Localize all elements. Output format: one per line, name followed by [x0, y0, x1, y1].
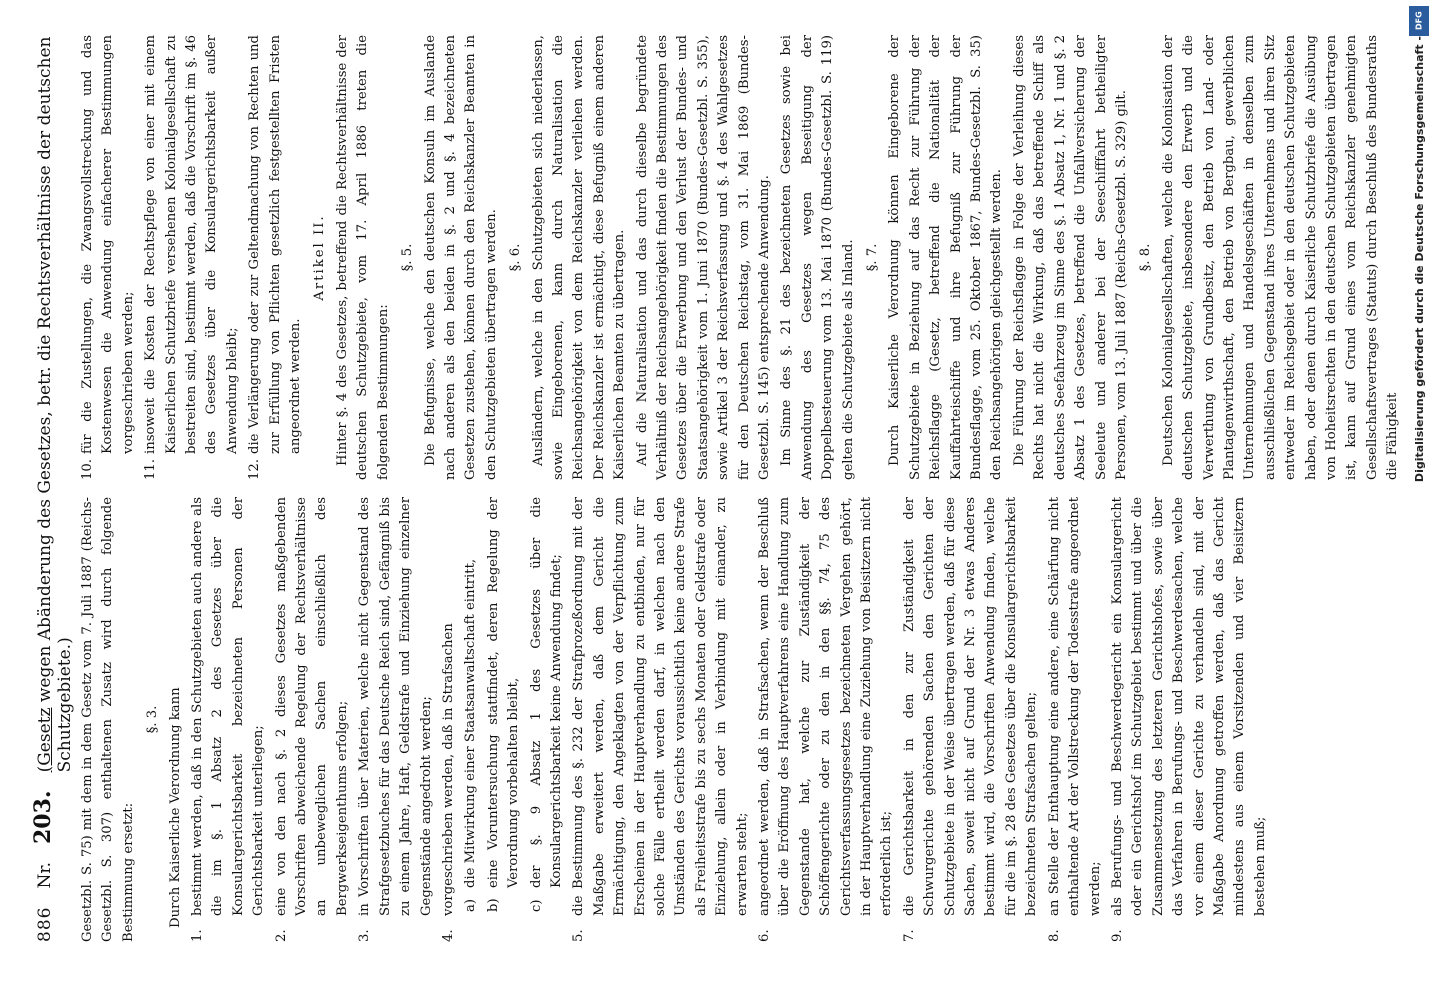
- list-item: [439, 497, 459, 942]
- section-text: Durch Kaiserliche Verordnung können Eingeborene der Schutzgebiete in Beziehung auf das Recht zur Führung der Reichsflagge (Gesetz, betreffend die Nationalität der Kauffahrteischiffe und ihre Befugniß zur Führung der Bundesflagge, vom 25. Oktober 1867, Bundes-Gesetzbl. S. 35) den Reichsangehörigen gleichgestellt werden.: [887, 35, 1005, 480]
- item-text: der §. 9 Absatz 1 des Gesetzes über die Konsulargerichtsbarkeit keine Anwendung findet;: [528, 497, 564, 888]
- item-list: [569, 497, 1271, 942]
- list-item: [461, 497, 481, 912]
- item-number: 1.: [190, 929, 206, 942]
- title-rest: wegen Abänderung des Gesetzes, betr. die Rechtsverhältnisse der deutschen Schutzgebiete.): [35, 36, 75, 773]
- list-item: [188, 497, 270, 942]
- nr-label: Nr.: [35, 862, 55, 889]
- item-number: 8.: [1046, 929, 1062, 942]
- section-text: Im Sinne des §. 21 des bezeichneten Gesetzes sowie bei Anwendung des Gesetzes wegen Beseitigung der Doppelbesteuerung vom 13. Mai 1870 (Bundes-Gesetzbl. S. 119) gelten die Schutzgebiete als Inland.: [779, 35, 856, 480]
- item-text: bestimmt werden, daß in den Schutzgebieten auch andere als die im §. 1 Absatz 2 des Gesetzes über die Konsulargerichtsbarkeit bezeichneten Personen der Gerichtsbarkeit unterliegen;: [190, 497, 267, 916]
- list-item: [245, 35, 306, 480]
- law-title: [35, 22, 75, 772]
- item-text: als Berufungs- und Beschwerdegericht ein Konsulargericht oder ein Gerichtshof im Schutzgebiet bestimmt und über die Zusammensetzung des letzteren Gerichtshofes, sowie über das Verfahren in Berufungs- und Beschwerdesachen, welche vor einem dieser Gerichte zu verhandeln sind, mit der Maßgabe Anordnung getroffen werden, daß das Gericht mindestens aus einem Vorsitzenden und vier Beisitzern bestehen muß;: [1109, 497, 1268, 916]
- section-text: Die Befugnisse, welche den deutschen Konsuln im Auslande nach anderen als den beiden in §. 2 und §. 4 bezeichneten Gesetzen zustehen, können durch den Reichskanzler Beamten in den Schutzgebieten übertragen werden.: [422, 35, 499, 480]
- section-text: Ausländern, welche in den Schutzgebieten sich niederlassen, sowie Eingeborenen, kann durch Naturalisation die Reichsangehörigkeit von dem Reichskanzler verliehen werden. Der Reichskanzler ist ermächtigt, diese Befugniß einem anderen Kaiserlichen Beamten zu übertragen.: [530, 35, 628, 480]
- right-column: [78, 35, 1401, 480]
- item-text: an Stelle der Enthauptung eine andere, eine Schärfung nicht enthaltende Art der Vollstreckung der Todesstrafe angeordnet werden;: [1046, 497, 1103, 916]
- item-number: 7.: [901, 929, 917, 942]
- dfg-logo: DFG: [1409, 6, 1429, 36]
- item-number: 5.: [571, 929, 587, 942]
- item-number: a): [463, 898, 479, 912]
- section-text: Die Führung der Reichsflagge in Folge der Verleihung dieses Rechts hat nicht die Wirkung, daß das betreffende Schiff als deutsches Seefahrzeug im Sinne des §. 1 Absatz 1, Nr. 1 und §. 2 Absatz 1 des Gesetzes, betreffend die Unfallversicherung der Seeleute und anderer bei der Seeschifffahrt betheiligter Personen, vom 13. Juli 1887 (Reichs-Gesetzbl. S. 329) gilt.: [1011, 35, 1129, 480]
- item-list: [188, 497, 459, 942]
- item-number: c): [528, 899, 544, 912]
- item-number: 4.: [440, 929, 456, 942]
- item-number: 11.: [143, 459, 159, 480]
- item-text: in Vorschriften über Materien, welche nicht Gegenstand des Strafgesetzbuches für das Deutsche Reich sind, Gefängniß bis zu einem Jahre, Haft, Geldstrafe und Einziehung einzelner Gegenstände angedroht werden;: [357, 497, 434, 916]
- section-heading: §. 5.: [400, 243, 416, 272]
- item-text: eine Voruntersuchung stattfindet, deren Regelung der Verordnung vorbehalten bleibt,: [485, 497, 522, 888]
- item-number: 9.: [1109, 929, 1125, 942]
- section-heading: §. 7.: [865, 243, 881, 272]
- title-lead: (Gesetz: [35, 707, 55, 773]
- list-item: [78, 35, 139, 480]
- item-text: vorgeschrieben werden, daß in Strafsachen: [440, 623, 456, 916]
- section-heading: §. 3.: [145, 705, 161, 734]
- intro-paragraph: Gesetzbl. S. 75) mit dem in dem Gesetz vom 7. Juli 1887 (Reichs-Gesetzbl. S. 307) enthaltenen Zusatz wird durch folgende Bestimmung ersetzt:: [80, 497, 136, 942]
- list-item: [755, 497, 898, 942]
- item-list: [78, 35, 306, 480]
- item-text: die Verlängerung oder zur Geltendmachung von Rechten und zur Erfüllung von Pflichten gesetzlich festgestellten Fristen angeordnet werden.: [247, 35, 304, 454]
- left-column: [78, 497, 1358, 942]
- list-item: [569, 497, 753, 942]
- item-text: die Mitwirkung einer Staatsanwaltschaft eintritt,: [463, 558, 479, 888]
- sub-item-list: [461, 497, 567, 942]
- item-text: insoweit die Kosten der Rechtspflege von einer mit einem Kaiserlichen Schutzbriefe versehenen Kolonialgesellschaft zu bestreiten sind, bestimmt werden, daß die Vorschrift im §. 46 des Gesetzes über die Konsulargerichtsbarkeit außer Anwendung bleibt;: [143, 35, 240, 454]
- item-text: die Bestimmung des §. 232 der Strafprozeßordnung mit der Maßgabe erweitert werden, daß dem Gericht die Ermächtigung, den Angeklagten von der Verpflichtung zum Erscheinen in der Hauptverhandlung zu entbinden, nur für solche Fälle ertheilt werden darf, in welchen nach den Umständen des Gerichts voraussichtlich keine andere Strafe als Freiheitsstrafe bis zu sechs Monaten oder Geldstrafe oder Einziehung, allein oder in Verbindung mit einander, zu erwarten steht;: [571, 497, 750, 916]
- list-item: [141, 35, 243, 480]
- section-heading: §. 6.: [508, 243, 524, 272]
- law-number: 203.: [30, 790, 56, 844]
- article-text: Hinter §. 4 des Gesetzes, betreffend die Rechtsverhältnisse der deutschen Schutzgebiete, vom 17. April 1886 treten die folgenden Bestimmungen:: [334, 35, 391, 480]
- item-number: 12.: [247, 459, 263, 480]
- item-text: angeordnet werden, daß in Strafsachen, wenn der Beschluß über die Eröffnung des Hauptverfahrens eine Handlung zum Gegenstande hat, welche zur Zuständigkeit der Schöffengerichte oder zu den in den §§. 74, 75 des Gerichtsverfassungsgesetzes bezeichneten Vergehen gehört, in der Hauptverhandlung eine Zuziehung von Beisitzern nicht erforderlich ist;: [757, 497, 895, 916]
- section-text: Deutschen Kolonialgesellschaften, welche die Kolonisation der deutschen Schutzgebiete, insbesondere den Erwerb und die Verwerthung von Grundbesitz, den Betrieb von Land- oder Plantagenwirthschaft, den Betrieb von Bergbau, gewerblichen Unternehmungen und Handelsgeschäften in denselben zum ausschließlichen Gegenstand ihres Unternehmens und ihren Sitz entweder im Reichsgebiet oder in den deutschen Schutzgebieten haben, oder denen durch Kaiserliche Schutzbriefe die Ausübung von Hoheitsrechten in den deutschen Schutzgebieten übertragen ist, kann auf Grund eines vom Reichskanzler genehmigten Gesellschaftsvertrages (Statuts) durch Beschluß des Bundesraths die Fähigkeit: [1160, 35, 1401, 480]
- item-number: 3.: [357, 929, 373, 942]
- item-text: für die Zustellungen, die Zwangsvollstreckung und das Kostenwesen die Anwendung einfacherer Bestimmungen vorgeschrieben werden;: [80, 35, 136, 454]
- item-number: 10.: [80, 459, 95, 480]
- list-item: [272, 497, 354, 942]
- list-item: [527, 497, 568, 912]
- page-number: 886: [35, 906, 55, 942]
- list-item: [900, 497, 1043, 942]
- article-heading: Artikel II.: [312, 214, 328, 301]
- item-number: 6.: [757, 929, 772, 942]
- list-item: [484, 497, 525, 912]
- section-heading: §. 8.: [1138, 243, 1154, 272]
- item-text: eine von den nach §. 2 dieses Gesetzes maßgebenden Vorschriften abweichende Regelung der Rechtsverhältnisse an unbeweglichen Sachen einschließlich des Bergwerkseigenthums erfolgen;: [273, 497, 350, 916]
- digitization-footer: [1408, 0, 1432, 1000]
- footer-text: Digitalisierung gefördert durch die Deutsche Forschungsgemeinschaft -: [1413, 36, 1426, 483]
- list-item: [1108, 497, 1271, 942]
- item-text: die Gerichtsbarkeit in den zur Zuständigkeit der Schwurgerichte gehörenden Sachen den Gerichten der Schutzgebiete in der Weise übertragen werden, daß für diese Sachen, soweit nicht auf Grund der Nr. 3 etwas Anderes bestimmt wird, die Vorschriften Anwendung finden, welche für die im §. 28 des Gesetzes über die Konsulargerichtsbarkeit bezeichneten Strafsachen gelten;: [901, 497, 1040, 916]
- list-item: [355, 497, 437, 942]
- list-item: [1045, 497, 1106, 942]
- section-lead: Durch Kaiserliche Verordnung kann: [167, 687, 183, 928]
- page-header: [30, 22, 75, 942]
- item-number: 2.: [273, 929, 289, 942]
- section-text: Auf die Naturalisation und das durch dieselbe begründete Verhältniß der Reichsangehörigkeit finden die Bestimmungen des Gesetzes über die Erwerbung und den Verlust der Bundes- und Staatsangehörigkeit vom 1. Juni 1870 (Bundes-Gesetzbl. S. 355), sowie Artikel 3 der Reichsverfassung und §. 4 des Wahlgesetzes für den Deutschen Reichstag, vom 31. Mai 1869 (Bundes-Gesetzbl. S. 145) entsprechende Anwendung.: [634, 35, 772, 480]
- item-number: b): [485, 898, 501, 912]
